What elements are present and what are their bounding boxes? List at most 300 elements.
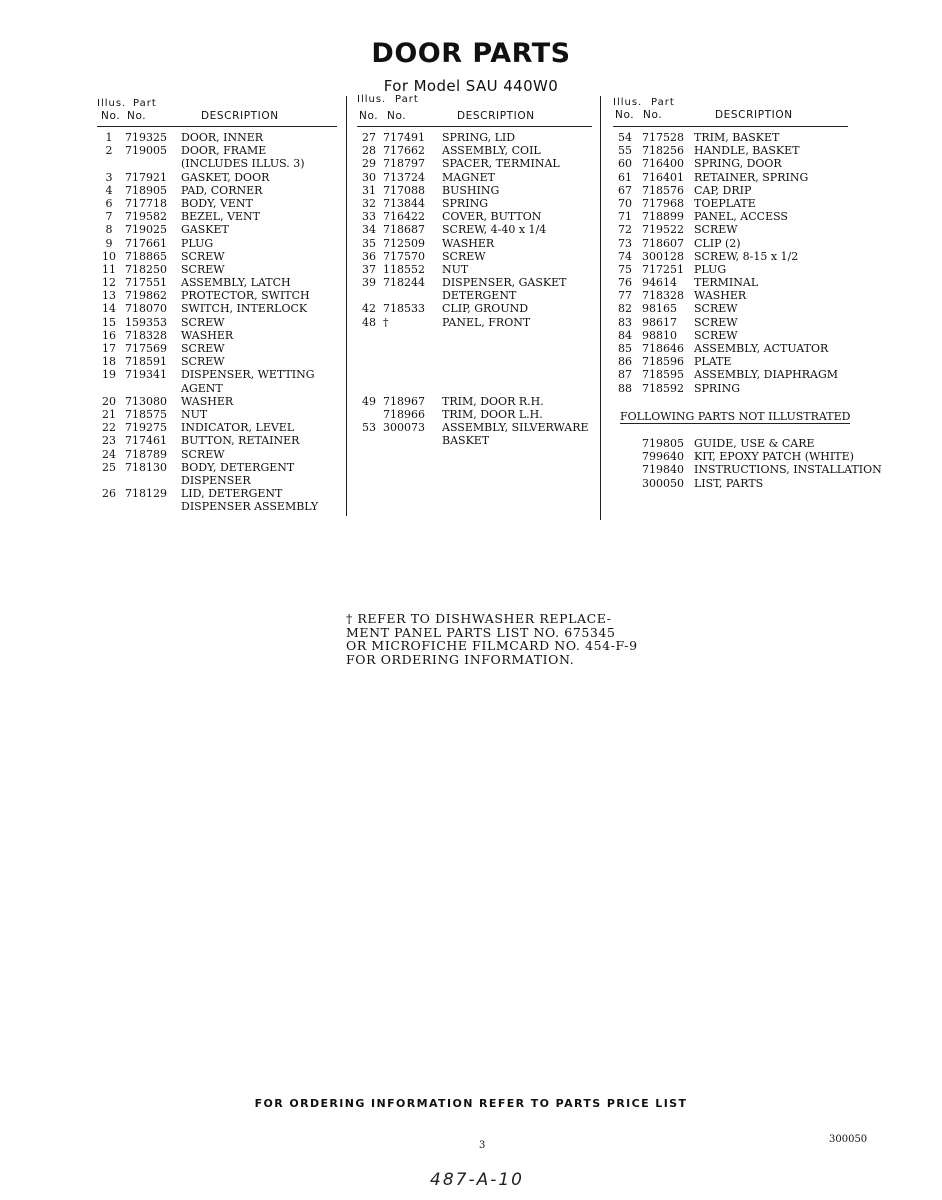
part-number: 98165 (642, 302, 677, 316)
part-number: 719582 (125, 210, 167, 224)
illus-number: 24 (102, 447, 116, 461)
part-description: PLUG (694, 262, 727, 276)
parts-row (357, 368, 592, 381)
parts-row (97, 250, 337, 263)
parts-row (97, 342, 337, 355)
parts-row (97, 487, 337, 500)
part-description: TOEPLATE (694, 196, 756, 210)
part-number: 719005 (125, 144, 167, 158)
part-description: BODY, VENT (181, 196, 253, 210)
illus-number: 18 (102, 355, 116, 369)
parts-column-3 (613, 96, 848, 395)
part-number: 719341 (125, 368, 167, 382)
part-description: PAD, CORNER (181, 183, 263, 197)
part-description: KIT, EPOXY PATCH (WHITE) (694, 450, 854, 464)
part-number: 718687 (383, 223, 425, 237)
document-code: 300050 (829, 1134, 868, 1145)
parts-row (357, 263, 592, 276)
part-number: 716400 (642, 157, 684, 171)
part-number: 718256 (642, 144, 684, 158)
parts-row (357, 276, 592, 289)
parts-row (97, 157, 337, 170)
illus-number: 67 (618, 183, 632, 197)
illus-number: 39 (362, 276, 376, 290)
page-title: DOOR PARTS (371, 38, 571, 69)
part-no-label: No. (643, 109, 663, 121)
illus-no-label: No. (101, 110, 121, 122)
part-number: 718591 (125, 355, 167, 369)
part-number: 717661 (125, 236, 167, 250)
parts-row (357, 421, 592, 434)
parts-row (97, 474, 337, 487)
part-description: CAP, DRIP (694, 183, 752, 197)
part-description: NUT (442, 262, 469, 276)
parts-row (357, 223, 592, 236)
part-description: GASKET (181, 223, 229, 237)
part-number: 718646 (642, 342, 684, 355)
illus-number: 9 (105, 236, 113, 250)
part-number: 717461 (125, 434, 167, 448)
illus-number: 86 (618, 355, 632, 369)
part-number: 718328 (642, 289, 684, 303)
illus-number: 12 (102, 276, 116, 290)
illus-number: 21 (102, 407, 116, 421)
part-description: PANEL, ACCESS (694, 210, 788, 224)
illus-number: 26 (102, 487, 116, 501)
part-description: (INCLUDES ILLUS. 3) (181, 157, 305, 171)
illus-number: 19 (102, 368, 116, 382)
parts-column-2 (357, 93, 592, 448)
illus-number: 16 (102, 328, 116, 342)
description-label: DESCRIPTION (715, 109, 793, 121)
part-number: 718595 (642, 368, 684, 382)
not-illustrated-heading: FOLLOWING PARTS NOT ILLUSTRATED (620, 410, 851, 423)
part-description: SCREW, 8-15 x 1/2 (694, 249, 799, 263)
illus-number: 23 (102, 434, 116, 448)
parts-row (613, 382, 848, 395)
part-description: MAGNET (442, 170, 495, 184)
part-number: 98617 (642, 315, 677, 329)
parts-row (357, 171, 592, 184)
replacement-panel-note (346, 612, 676, 666)
part-description: SPRING, LID (442, 131, 516, 144)
part-description: BEZEL, VENT (181, 210, 261, 224)
part-number: 719522 (642, 223, 684, 237)
illus-number: 35 (362, 236, 376, 250)
illus-number: 8 (105, 223, 113, 237)
part-description: DISPENSER ASSEMBLY (181, 500, 319, 514)
illus-number: 28 (362, 144, 376, 158)
parts-row (613, 316, 848, 329)
part-number: 718789 (125, 447, 167, 461)
part-description: TERMINAL (694, 276, 759, 290)
illus-number: 22 (102, 421, 116, 435)
illus-number: 33 (362, 210, 376, 224)
illus-number: 85 (618, 342, 632, 355)
part-description: INDICATOR, LEVEL (181, 421, 295, 435)
part-description: DISPENSER, GASKET (442, 276, 567, 290)
illus-number: 3 (105, 170, 113, 184)
parts-row (613, 368, 848, 381)
part-number: 713844 (383, 196, 425, 210)
illus-number: 54 (618, 131, 632, 144)
parts-row (97, 197, 337, 210)
part-description: TRIM, DOOR R.H. (442, 394, 544, 408)
illus-number: 53 (362, 421, 376, 435)
parts-row (613, 263, 848, 276)
part-label: Part (651, 97, 675, 108)
parts-row (97, 223, 337, 236)
parts-row (357, 289, 592, 302)
part-number: 718328 (125, 328, 167, 342)
page-number: 3 (479, 1140, 486, 1151)
part-description: SCREW (181, 262, 225, 276)
illus-number: 37 (362, 262, 376, 276)
illus-number: 4 (105, 183, 113, 197)
part-description: BUSHING (442, 183, 500, 197)
description-label: DESCRIPTION (201, 110, 279, 122)
illus-no-label: No. (359, 110, 379, 122)
parts-row (97, 434, 337, 447)
part-number: 300073 (383, 421, 425, 435)
not-illustrated-list (613, 437, 883, 490)
illus-number: 27 (362, 131, 376, 144)
parts-row (357, 382, 592, 395)
note-line: OR MICROFICHE FILMCARD NO. 454-F-9 (346, 638, 638, 653)
part-number: 712509 (383, 236, 425, 250)
parts-row (357, 144, 592, 157)
column-header-top (613, 96, 848, 109)
part-description: SCREW, 4-40 x 1/4 (442, 223, 547, 237)
part-number: 717569 (125, 342, 167, 355)
illus-number: 71 (618, 210, 632, 224)
note-line: MENT PANEL PARTS LIST NO. 675345 (346, 624, 616, 640)
illus-number: 83 (618, 315, 632, 329)
illus-number: 30 (362, 170, 376, 184)
parts-row (97, 131, 337, 144)
parts-row (613, 276, 848, 289)
parts-row (613, 302, 848, 315)
parts-row (357, 157, 592, 170)
part-description: NUT (181, 407, 208, 421)
part-description: SPRING, DOOR (694, 157, 782, 171)
part-number: 300050 (642, 476, 684, 490)
part-description: DOOR, INNER (181, 131, 264, 144)
parts-row (613, 342, 848, 355)
part-description: DISPENSER (181, 473, 251, 487)
part-description: SCREW (694, 302, 738, 316)
parts-row (357, 184, 592, 197)
illus-label: Illus. (613, 97, 643, 108)
part-number: 300128 (642, 249, 684, 263)
part-number: 718905 (125, 183, 167, 197)
parts-row (97, 210, 337, 223)
parts-row (97, 368, 337, 381)
parts-row (613, 355, 848, 368)
parts-row (357, 316, 592, 329)
parts-row (97, 263, 337, 276)
part-number: 98810 (642, 328, 677, 342)
parts-column-1 (97, 97, 337, 513)
parts-row (357, 355, 592, 368)
parts-row (97, 144, 337, 157)
parts-row (97, 316, 337, 329)
part-description: SPRING (694, 381, 740, 395)
illus-number: 55 (618, 144, 632, 158)
part-number: 718250 (125, 262, 167, 276)
illus-number: 6 (105, 196, 113, 210)
parts-row (357, 408, 592, 421)
part-description: SCREW (181, 249, 225, 263)
parts-row (357, 342, 592, 355)
parts-row (97, 421, 337, 434)
part-number: 718967 (383, 394, 425, 408)
illus-number: 31 (362, 183, 376, 197)
illus-number: 34 (362, 223, 376, 237)
part-number: 718576 (642, 183, 684, 197)
parts-row (97, 184, 337, 197)
illus-number: 76 (618, 276, 632, 290)
part-description: LID, DETERGENT (181, 487, 283, 501)
illus-number: 29 (362, 157, 376, 171)
parts-row (357, 434, 592, 447)
part-no-label: No. (387, 110, 407, 122)
parts-row (97, 408, 337, 421)
part-description: GASKET, DOOR (181, 170, 270, 184)
part-number: 719862 (125, 289, 167, 303)
illus-label: Illus. (357, 94, 387, 105)
part-number: 718596 (642, 355, 684, 369)
part-description: ASSEMBLY, ACTUATOR (694, 342, 829, 355)
note-line: † REFER TO DISHWASHER REPLACE- (346, 611, 612, 626)
illus-number: 1 (105, 131, 113, 144)
part-description: COVER, BUTTON (442, 210, 542, 224)
part-description: SCREW (181, 342, 225, 355)
part-description: BODY, DETERGENT (181, 460, 295, 474)
illus-number: 13 (102, 289, 116, 303)
parts-row (613, 144, 848, 157)
part-number: 118552 (383, 262, 425, 276)
part-description: WASHER (694, 289, 747, 303)
illus-number: 17 (102, 342, 116, 355)
part-description: SCREW (181, 315, 225, 329)
illus-number: 61 (618, 170, 632, 184)
part-description: CLIP, GROUND (442, 302, 529, 316)
part-description: SCREW (181, 447, 225, 461)
parts-row (357, 329, 592, 342)
part-no-label: No. (127, 110, 147, 122)
illus-number: 77 (618, 289, 632, 303)
note-line: FOR ORDERING INFORMATION. (346, 651, 575, 667)
part-number: 716422 (383, 210, 425, 224)
part-description: SWITCH, INTERLOCK (181, 302, 308, 316)
column-divider (346, 96, 347, 516)
part-number: † (383, 315, 389, 329)
part-number: 717570 (383, 249, 425, 263)
parts-row (357, 302, 592, 315)
part-description: ASSEMBLY, LATCH (181, 276, 291, 290)
parts-row (97, 395, 337, 408)
part-description: LIST, PARTS (694, 476, 764, 490)
parts-row (613, 171, 848, 184)
part-description: PLATE (694, 355, 732, 369)
parts-row (613, 157, 848, 170)
part-description: SPACER, TERMINAL (442, 157, 560, 171)
illus-number: 74 (618, 249, 632, 263)
parts-row (613, 237, 848, 250)
parts-row (613, 131, 848, 144)
parts-row (357, 197, 592, 210)
parts-row (97, 171, 337, 184)
illus-label: Illus. (97, 98, 127, 109)
part-number: 718130 (125, 460, 167, 474)
part-number: 719805 (642, 437, 684, 450)
illus-number: 75 (618, 262, 632, 276)
part-description: SCREW (181, 355, 225, 369)
illus-number: 2 (105, 144, 113, 158)
illus-number: 25 (102, 460, 116, 474)
illus-number: 72 (618, 223, 632, 237)
parts-row (613, 463, 883, 476)
description-label: DESCRIPTION (457, 110, 535, 122)
column-header-bottom (357, 106, 592, 127)
parts-row (97, 461, 337, 474)
part-number: 719840 (642, 463, 684, 477)
illus-number: 7 (105, 210, 113, 224)
part-number: 717718 (125, 196, 167, 210)
part-description: WASHER (181, 328, 234, 342)
part-number: 718533 (383, 302, 425, 316)
part-number: 716401 (642, 170, 684, 184)
illus-number: 32 (362, 196, 376, 210)
part-number: 159353 (125, 315, 167, 329)
illus-no-label: No. (615, 109, 635, 121)
part-number: 717088 (383, 183, 425, 197)
column-header-top (97, 97, 337, 110)
part-description: DISPENSER, WETTING (181, 368, 315, 382)
illus-number: 48 (362, 315, 376, 329)
parts-row (357, 250, 592, 263)
part-number: 718070 (125, 302, 167, 316)
illus-number: 20 (102, 394, 116, 408)
part-description: ASSEMBLY, DIAPHRAGM (694, 368, 839, 382)
part-number: 718575 (125, 407, 167, 421)
parts-row (97, 448, 337, 461)
part-number: 718607 (642, 236, 684, 250)
parts-row (613, 184, 848, 197)
illus-number: 15 (102, 315, 116, 329)
handwritten-annotation: 487-A-10 (430, 1170, 524, 1190)
illus-number: 88 (618, 381, 632, 395)
part-description: SCREW (694, 315, 738, 329)
part-label: Part (133, 98, 157, 109)
parts-row (613, 250, 848, 263)
part-number: 717662 (383, 144, 425, 158)
part-description: SCREW (442, 249, 486, 263)
part-number: 718966 (383, 407, 425, 421)
page-subtitle: For Model SAU 440W0 (383, 77, 559, 95)
part-description: ASSEMBLY, SILVERWARE (442, 421, 589, 435)
part-number: 717968 (642, 196, 684, 210)
part-number: 718797 (383, 157, 425, 171)
illus-number: 11 (102, 262, 116, 276)
illus-number: 60 (618, 157, 632, 171)
part-number: 718865 (125, 249, 167, 263)
parts-row (613, 210, 848, 223)
part-description: ASSEMBLY, COIL (442, 144, 541, 158)
part-number: 713724 (383, 170, 425, 184)
part-number: 717528 (642, 131, 684, 144)
parts-row (357, 395, 592, 408)
illus-number: 49 (362, 394, 376, 408)
part-number: 718592 (642, 381, 684, 395)
part-number: 713080 (125, 394, 167, 408)
part-number: 719275 (125, 421, 167, 435)
part-number: 717491 (383, 131, 425, 144)
part-description: PROTECTOR, SWITCH (181, 289, 310, 303)
part-number: 719025 (125, 223, 167, 237)
parts-row (357, 210, 592, 223)
part-description: BUTTON, RETAINER (181, 434, 300, 448)
parts-row (97, 382, 337, 395)
part-description: SPRING (442, 196, 488, 210)
illus-number: 70 (618, 196, 632, 210)
parts-row (357, 237, 592, 250)
part-description: WASHER (442, 236, 495, 250)
parts-row (613, 197, 848, 210)
part-number: 94614 (642, 276, 677, 290)
parts-row (613, 289, 848, 302)
part-description: CLIP (2) (694, 236, 741, 250)
illus-number: 36 (362, 249, 376, 263)
column-header-top (357, 93, 592, 106)
part-number: 799640 (642, 450, 684, 464)
parts-row (97, 355, 337, 368)
part-description: INSTRUCTIONS, INSTALLATION (694, 463, 882, 477)
part-description: DETERGENT (442, 289, 517, 303)
illus-number: 10 (102, 249, 116, 263)
parts-row (97, 500, 337, 513)
column-header-bottom (97, 110, 337, 127)
column-header-bottom (613, 109, 848, 127)
part-number: 719325 (125, 131, 167, 144)
illus-number: 73 (618, 236, 632, 250)
parts-row (613, 477, 883, 490)
parts-row (97, 329, 337, 342)
parts-row (613, 223, 848, 236)
part-number: 717551 (125, 276, 167, 290)
part-number: 717251 (642, 262, 684, 276)
illus-number: 14 (102, 302, 116, 316)
part-label: Part (395, 94, 419, 105)
parts-row (97, 289, 337, 302)
part-description: AGENT (181, 381, 223, 395)
part-number: 718899 (642, 210, 684, 224)
part-number: 718129 (125, 487, 167, 501)
part-number: 717921 (125, 170, 167, 184)
illus-number: 82 (618, 302, 632, 316)
part-description: BASKET (442, 434, 490, 448)
parts-row (613, 437, 883, 450)
parts-row (97, 237, 337, 250)
parts-row (97, 302, 337, 315)
parts-row (97, 276, 337, 289)
parts-row (613, 329, 848, 342)
ordering-footer: FOR ORDERING INFORMATION REFER TO PARTS PRICE LIST (254, 1097, 688, 1110)
part-description: GUIDE, USE & CARE (694, 437, 815, 450)
part-description: DOOR, FRAME (181, 144, 267, 158)
part-description: HANDLE, BASKET (694, 144, 800, 158)
